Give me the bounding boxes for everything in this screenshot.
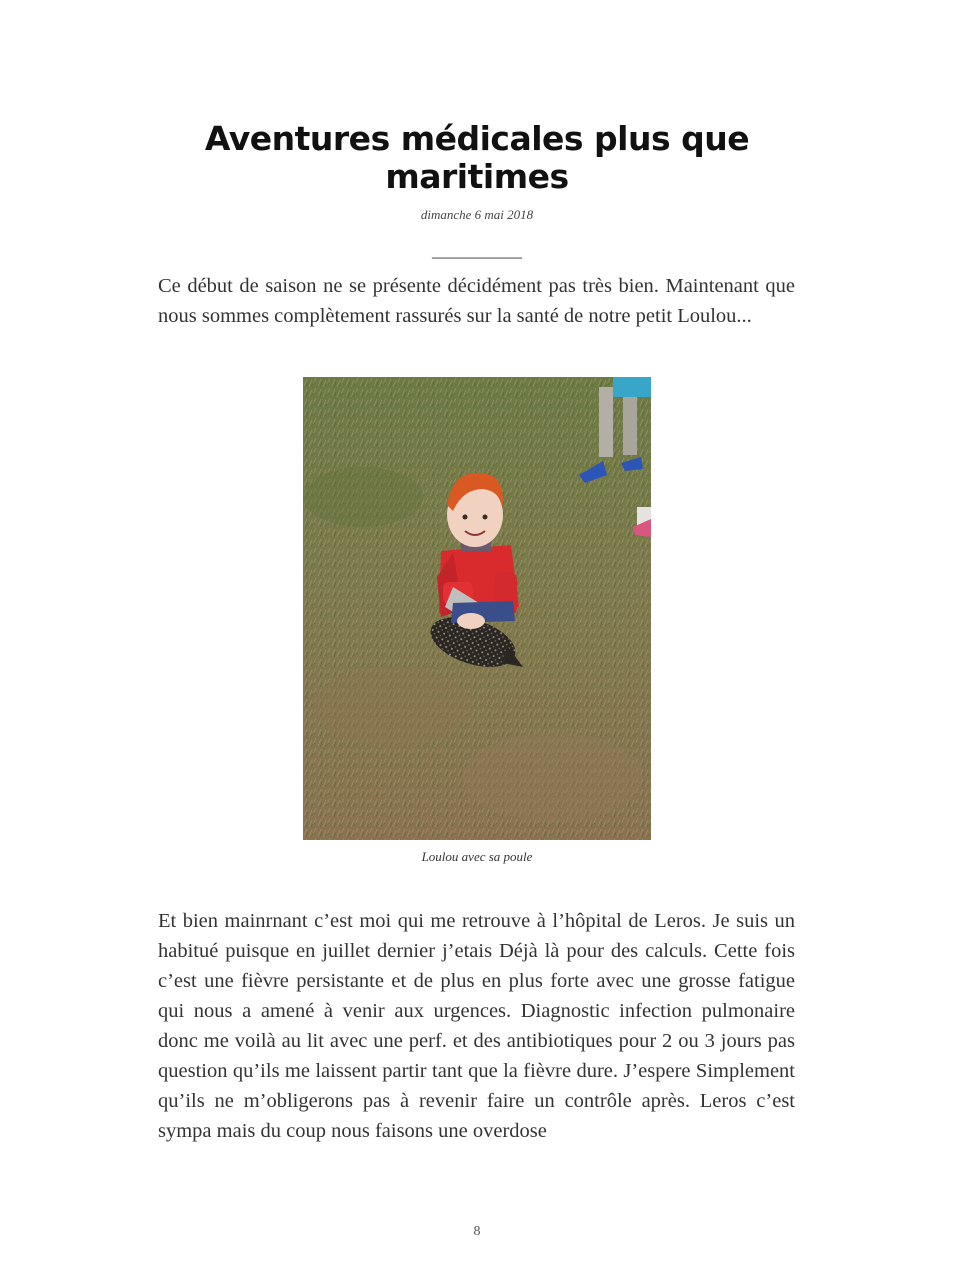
body-paragraph: Et bien mainrnant c’est moi qui me retrouve à l’hôpital de Leros. Je suis un habitué puisque en juillet dernier j’etais Déjà là pour des calculs. Cette fois c’est une fièvre persistante et de plus en plus forte avec une grosse fatigue qui nous a amené à venir aux urgences. Diagnostic infection pulmonaire donc me voilà au lit avec une perf. et des antibiotiques pour 2 ou 3 jours pas question qu’ils me laissent partir tant que la fièvre dure. J’espere Simplement qu’ils ne m’obligerons pas à revenir faire un contrôle après. Leros c’est sympa mais du coup nous faisons une overdose: [158, 910, 795, 1142]
title-separator: __________: [432, 240, 522, 260]
article-photo: [303, 377, 651, 840]
page-number: 8: [473, 1224, 481, 1239]
photo-caption: Loulou avec sa poule: [421, 849, 533, 864]
page-title: Aventures médicales plus que maritimes: [204, 119, 750, 196]
post-date: dimanche 6 mai 2018: [420, 207, 534, 222]
intro-paragraph: Ce début de saison ne se présente décidément pas très bien. Maintenant que nous sommes complètement rassurés sur la santé de notre petit Loulou...: [158, 275, 795, 327]
